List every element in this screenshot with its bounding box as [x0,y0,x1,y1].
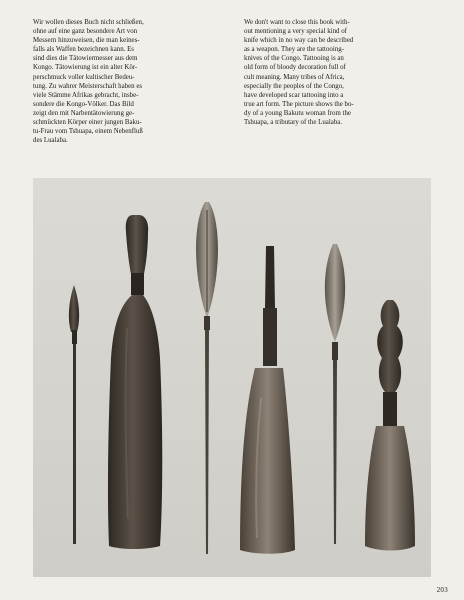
english-line: especially the peoples of the Congo, [244,82,344,90]
german-line: zeigt den mit Narbentätowierung ge- [33,109,135,117]
german-line: tu-Frau vom Tshuapa, einem Nebenfluß [33,128,143,136]
english-line: cult meaning. Many tribes of Africa, [244,73,345,81]
german-line: ohne auf eine ganz besondere Art von [33,28,138,36]
german-line: viele Stämme Afrikas gebracht, insbe- [33,91,139,99]
german-line: sind dies die Tätowiermesser aus dem [33,55,138,63]
tattooing-knives-photo [33,178,431,577]
english-line: old form of bloody decoration full of [244,64,346,72]
english-line: as a weapon. They are the tattooing- [244,46,344,54]
english-line: Tshuapa, a tributary of the Lualaba. [244,119,343,127]
page-number: 203 [436,586,448,594]
english-line: true art form. The picture shows the bo- [244,100,354,108]
english-line: out mentioning a very special kind of [244,28,347,36]
german-line: falls als Waffen bezeichnen kann. Es [33,46,134,54]
english-line: knives of the Congo. Tattooing is an [244,55,344,63]
german-line: Wir wollen dieses Buch nicht schließen, [33,19,144,26]
english-line: dy of a young Bakutu woman from the [244,109,351,117]
english-line: have developed scar tattooing into a [244,91,344,99]
english-line: knife which in no way can be described [244,37,354,45]
german-line: sondere die Kongo-Völker. Das Bild [33,100,134,108]
german-line: schmückten Körper einer jungen Baku- [33,119,142,127]
german-line: Messern hinzuweisen, die man keines- [33,37,140,45]
german-line: des Lualaba. [33,137,68,145]
english-text-column [244,18,431,127]
german-line: tung. Zu wahrer Meisterschaft haben es [33,82,143,90]
german-line: perschmuck voller kultischer Bedeu- [33,73,135,81]
english-line: We don't want to close this book with- [244,19,350,26]
german-text-column [33,18,229,145]
german-line: Kongo. Tätowierung ist ein alter Kör- [33,64,138,72]
